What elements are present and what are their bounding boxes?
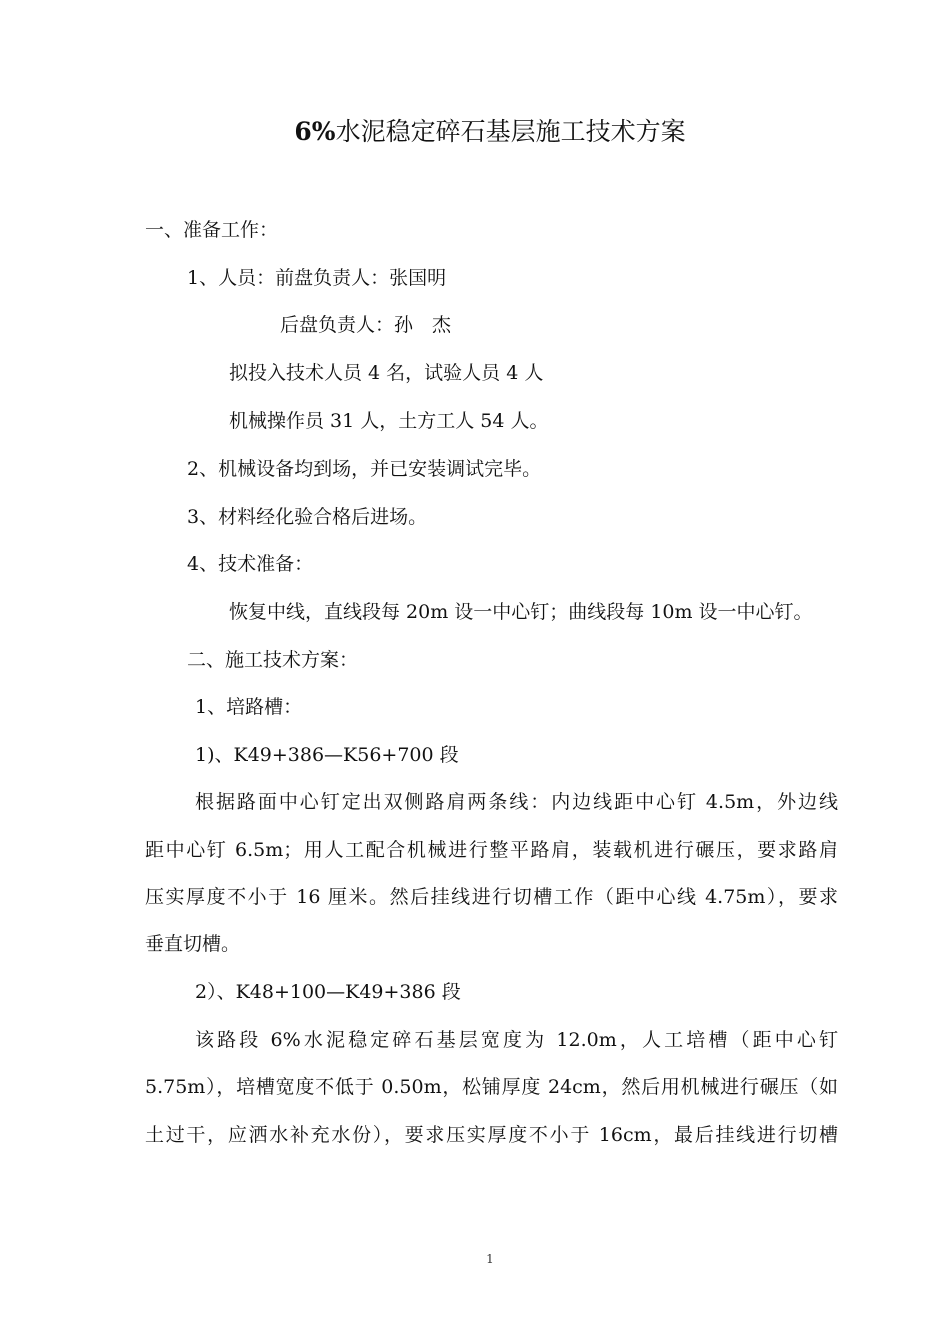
page-number: 1 — [486, 1252, 494, 1266]
item-2: 2、机械设备均到场，并已安装调试完毕。 — [187, 458, 542, 480]
item-4-detail: 恢复中线，直线段每 20m 设一中心钉；曲线段每 10m 设一中心钉。 — [229, 601, 813, 623]
personnel-line-2: 后盘负责人：孙 杰 — [280, 314, 452, 336]
segment-2-paragraph-line-3: 土过干，应洒水补充水份），要求压实厚度不小于 16cm，最后挂线进行切槽 — [145, 1124, 838, 1146]
section2-heading: 二、施工技术方案： — [187, 649, 359, 671]
sub1-heading: 1、培路槽： — [195, 696, 303, 718]
personnel-line-3: 拟投入技术人员 4 名，试验人员 4 人 — [229, 362, 544, 384]
item-4: 4、技术准备： — [187, 553, 314, 575]
segment-2-heading: 2）、K48+100—K49+386 段 — [195, 981, 461, 1003]
personnel-line-4: 机械操作员 31 人，土方工人 54 人。 — [229, 410, 549, 432]
segment-1-heading: 1)、K49+386—K56+700 段 — [195, 744, 459, 766]
segment-1-paragraph-line-4: 垂直切槽。 — [145, 933, 241, 955]
personnel-line-1: 1、人员：前盘负责人：张国明 — [187, 267, 447, 289]
section1-heading: 一、准备工作： — [145, 219, 279, 241]
segment-1-paragraph-line-1: 根据路面中心钉定出双侧路肩两条线：内边线距中心钉 4.5m，外边线 — [195, 791, 838, 813]
title-main: 水泥稳定碎石基层施工技术方案 — [335, 117, 686, 146]
segment-1-paragraph-line-2: 距中心钉 6.5m；用人工配合机械进行整平路肩，装载机进行碾压，要求路肩 — [145, 839, 838, 861]
document-title — [0, 112, 950, 148]
segment-2-paragraph-line-1: 该路段 6%水泥稳定碎石基层宽度为 12.0m，人工培槽（距中心钉 — [195, 1029, 838, 1051]
segment-2-paragraph-line-2: 5.75m），培槽宽度不低于 0.50m，松铺厚度 24cm，然后用机械进行碾压（如 — [145, 1076, 838, 1098]
item-3: 3、材料经化验合格后进场。 — [187, 506, 428, 528]
segment-1-paragraph-line-3: 压实厚度不小于 16 厘米。然后挂线进行切槽工作（距中心线 4.75m），要求 — [145, 886, 838, 908]
title-prefix: 6% — [294, 117, 336, 146]
